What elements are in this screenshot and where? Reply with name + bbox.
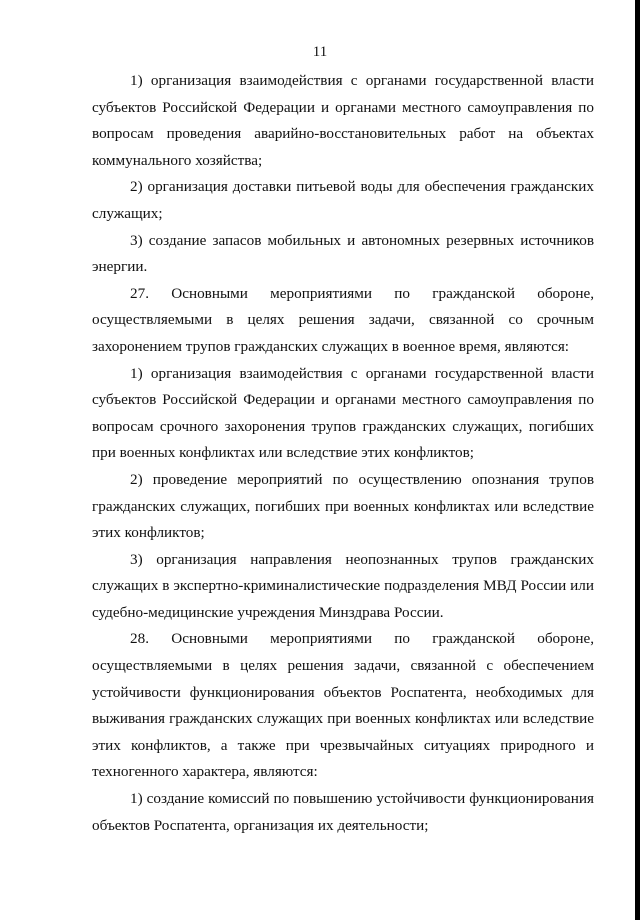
paragraph-item-2: 2) проведение мероприятий по осуществлению опознания трупов гражданских служащих, погибших при военных конфликтах или вследствие этих конфликтов; (92, 470, 594, 542)
document-body (92, 68, 594, 839)
paragraph-item-3: 3) создание запасов мобильных и автономных резервных источников энергии. (92, 231, 594, 276)
paragraph-item-1: 1) организация взаимодействия с органами государственной власти субъектов Российской Федерации и органами местного самоуправления по вопросам проведения аварийно-восстановительных работ на объектах коммунального хозяйства; (92, 72, 594, 169)
scan-edge-border (635, 0, 640, 920)
paragraph-clause-27: 27. Основными мероприятиями по гражданской обороне, осуществляемыми в целях решения задачи, связанной со срочным захоронением трупов гражданских служащих в военное время, являются: (92, 284, 594, 355)
paragraph-item-3: 3) организация направления неопознанных трупов гражданских служащих в экспертно-криминалистические подразделения МВД России или судебно-медицинские учреждения Минздрава России. (92, 550, 594, 621)
paragraph-item-1: 1) создание комиссий по повышению устойчивости функционирования объектов Роспатента, организация их деятельности; (92, 790, 594, 834)
paragraph-item-2: 2) организация доставки питьевой воды для обеспечения гражданских служащих; (92, 178, 594, 222)
paragraph-item-1: 1) организация взаимодействия с органами государственной власти субъектов Российской Федерации и органами местного самоуправления по вопросам срочного захоронения трупов гражданских служащих, погибших при военных конфликтах или вследствие этих конфликтов; (92, 364, 594, 462)
paragraph-clause-28: 28. Основными мероприятиями по гражданской обороне, осуществляемыми в целях решения задачи, связанной с обеспечением устойчивости функционирования объектов Роспатента, необходимых для выживания гражданских служащих при военных конфликтах или вследствие этих конфликтов, а также при чрезвычайных ситуациях природного и техногенного характера, являются: (92, 630, 594, 781)
page-number: 11 (312, 44, 328, 60)
